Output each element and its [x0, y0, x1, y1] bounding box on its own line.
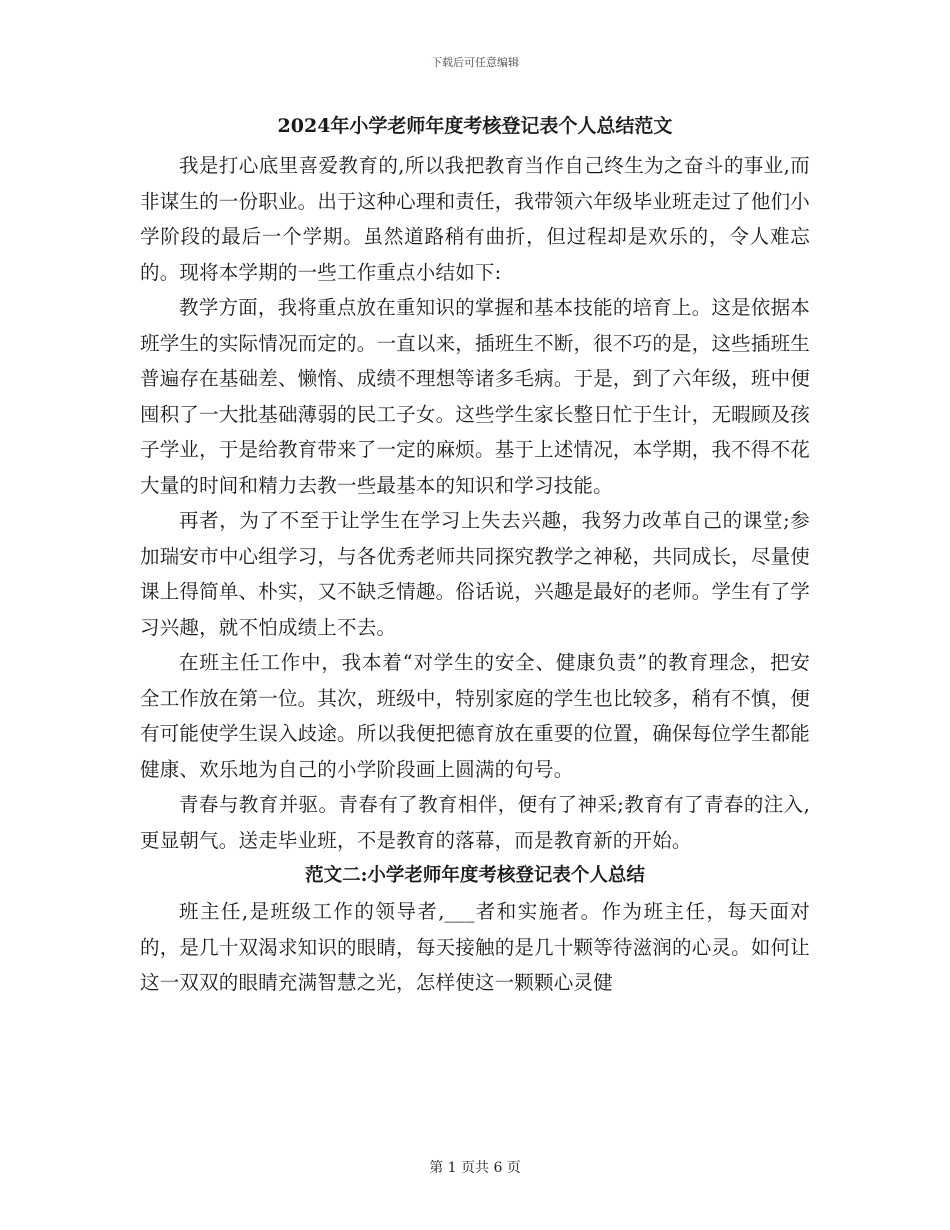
section-two-paragraph: 班主任,是班级工作的领导者,___者和实施者。作为班主任，每天面对的，是几十双渴求知识的眼睛，每天接触的是几十颗等待滋润的心灵。如何让这一双双的眼睛充满智慧之光，怎样使这一颗颗心灵健 — [140, 900, 810, 994]
paragraph-teaching: 教学方面，我将重点放在重知识的掌握和基本技能的培育上。这是依据本班学生的实际情况而定的。一直以来，插班生不断，很不巧的是，这些插班生普遍存在基础差、懒惰、成绩不理想等诸多毛病。于是，到了六年级，班中便囤积了一大批基础薄弱的民工子女。这些学生家长整日忙于生计，无暇顾及孩子学业，于是给教育带来了一定的麻烦。基于上述情况，本学期，我不得不花大量的时间和精力去教一些最基本的知识和学习技能。 — [140, 296, 810, 497]
header-note: 下载后可任意编辑 — [431, 56, 519, 69]
paragraph-class-management: 在班主任工作中，我本着“对学生的安全、健康负责”的教育理念，把安全工作放在第一位。其次，班级中，特别家庭的学生也比较多，稍有不慎，便有可能使学生误入歧途。所以我便把德育放在重要的位置，确保每位学生都能健康、欢乐地为自己的小学阶段画上圆满的句号。 — [140, 651, 810, 781]
page-footer: 第 1 页共 6 页 — [429, 1160, 521, 1176]
document-title: 2024年小学老师年度考核登记表个人总结范文 — [277, 115, 673, 137]
paragraph-classroom-reform: 再者，为了不至于让学生在学习上失去兴趣，我努力改革自己的课堂;参加瑞安市中心组学习，与各优秀老师共同探究教学之神秘，共同成长，尽量使课上得简单、朴实，又不缺乏情趣。俗话说，兴趣是最好的老师。学生有了学习兴趣，就不怕成绩上不去。 — [140, 509, 810, 639]
paragraph-intro: 我是打心底里喜爱教育的,所以我把教育当作自己终生为之奋斗的事业,而非谋生的一份职业。出于这种心理和责任，我带领六年级毕业班走过了他们小学阶段的最后一个学期。虽然道路稍有曲折，但过程却是欢乐的，令人难忘的。现将本学期的一些工作重点小结如下: — [140, 154, 810, 284]
paragraph-conclusion: 青春与教育并驱。青春有了教育相伴，便有了神采;教育有了青春的注入,更显朝气。送走毕业班，不是教育的落幕，而是教育新的开始。 — [140, 793, 810, 852]
document-body — [140, 110, 810, 1001]
section-two-title: 范文二:小学老师年度考核登记表个人总结 — [305, 865, 645, 886]
